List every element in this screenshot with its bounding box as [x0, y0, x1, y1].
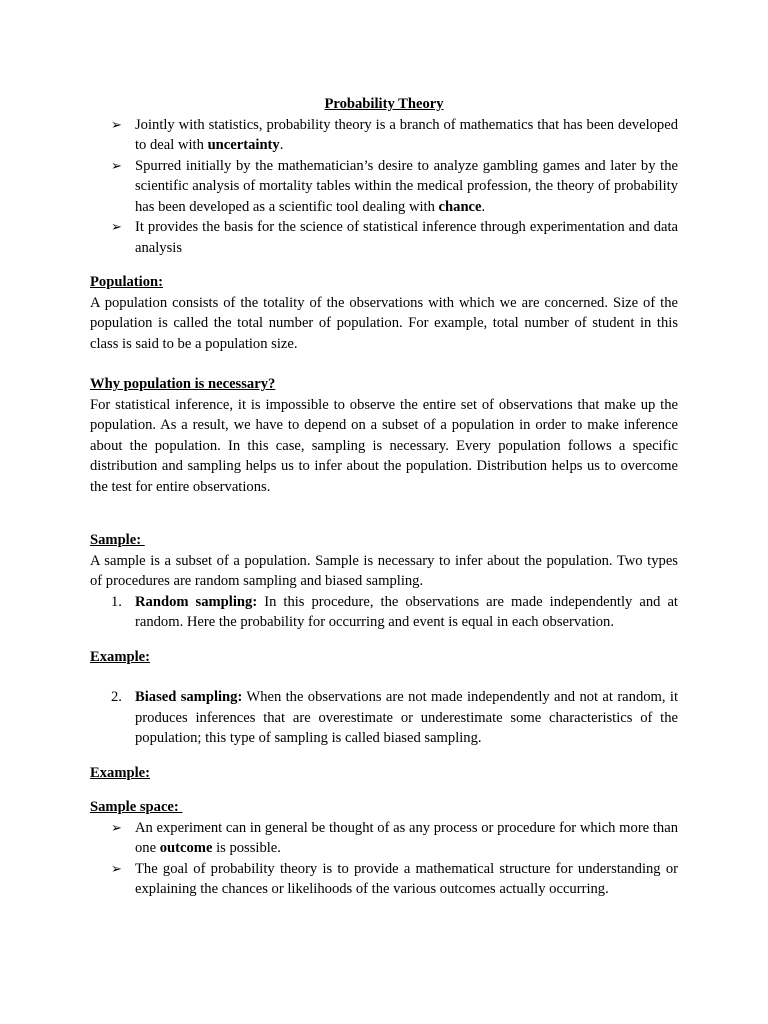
example-heading-2: Example:	[90, 764, 150, 781]
list-number: 2.	[111, 689, 122, 705]
random-sampling-item	[90, 592, 678, 633]
sampling-list-1	[90, 592, 678, 633]
bullet-bold-term: outcome	[159, 840, 213, 856]
bullet-text-end: .	[481, 198, 486, 215]
sample-space-heading	[90, 797, 678, 818]
bullet-text: An experiment can in general be thought of as any process or procedure for which more than one	[135, 819, 678, 856]
list-number: 1.	[111, 593, 122, 610]
population-paragraph: A population consists of the totality of the observations with which we are concerned. Size of the population is called the total number of population. For example, total number of student in this class is said to be a population size.	[90, 294, 678, 352]
arrow-bullet-icon: ➢	[111, 116, 122, 132]
biased-sampling-item	[90, 687, 678, 749]
sampling-list-2	[90, 687, 678, 749]
population-heading: Population:	[90, 274, 163, 290]
bullet-bold-term: chance	[438, 198, 482, 215]
sample-heading-text: Sample:	[90, 532, 145, 548]
bullet-bold-term: uncertainty	[207, 137, 280, 153]
sample-space-bullet-2	[90, 859, 678, 900]
intro-bullet-list	[90, 115, 678, 259]
why-population-heading: Why population is necessary?	[90, 376, 276, 392]
sample-heading	[90, 530, 678, 551]
biased-sampling-text: When the observations are not made independently and not at random, it produces inferences that are overestimate or underestimate some characteristics of the population; this type of sampling is called biased sampling.	[135, 689, 678, 746]
document-page	[90, 94, 678, 900]
arrow-bullet-icon: ➢	[111, 219, 122, 234]
random-sampling-term: Random sampling:	[135, 593, 258, 610]
bullet-text-end: .	[279, 137, 284, 153]
bullet-text: It provides the basis for the science of statistical inference through experimentation and data analysis	[135, 219, 678, 256]
arrow-bullet-icon: ➢	[111, 157, 122, 173]
intro-bullet-1	[90, 115, 678, 156]
biased-sampling-term: Biased sampling:	[135, 689, 243, 705]
sample-space-heading-text: Sample space:	[90, 799, 183, 815]
sample-space-bullet-1	[90, 818, 678, 859]
intro-bullet-3	[90, 217, 678, 258]
example-heading-1: Example:	[90, 648, 150, 665]
page-title: Probability Theory	[324, 96, 444, 112]
arrow-bullet-icon: ➢	[111, 819, 122, 835]
why-population-paragraph: For statistical inference, it is impossible to observe the entire set of observations that make up the population. As a result, we have to depend on a subset of a population in order to make inference about the population. In this case, sampling is necessary. Every population follows a specific distribution and sampling helps us to infer about the population. Distribution helps us to overcome the test for entire observations.	[90, 396, 678, 495]
random-sampling-text: In this procedure, the observations are made independently and at random. Here the probability for occurring and event is equal in each observation.	[135, 593, 678, 630]
intro-bullet-2	[90, 156, 678, 218]
sample-paragraph: A sample is a subset of a population. Sample is necessary to infer about the population. Two types of procedures are random sampling and biased sampling.	[90, 552, 678, 589]
bullet-text: Spurred initially by the mathematician’s desire to analyze gambling games and later by the scientific analysis of mortality tables within the medical profession, the theory of probability has been developed as a scientific tool dealing with	[135, 157, 678, 215]
bullet-text: The goal of probability theory is to provide a mathematical structure for understanding or explaining the chances or likelihoods of the various outcomes actually occurring.	[135, 860, 678, 897]
bullet-text: Jointly with statistics, probability theory is a branch of mathematics that has been developed to deal with	[135, 116, 678, 153]
sample-space-bullet-list	[90, 818, 678, 900]
bullet-text-end: is possible.	[212, 840, 281, 856]
arrow-bullet-icon: ➢	[111, 860, 122, 876]
